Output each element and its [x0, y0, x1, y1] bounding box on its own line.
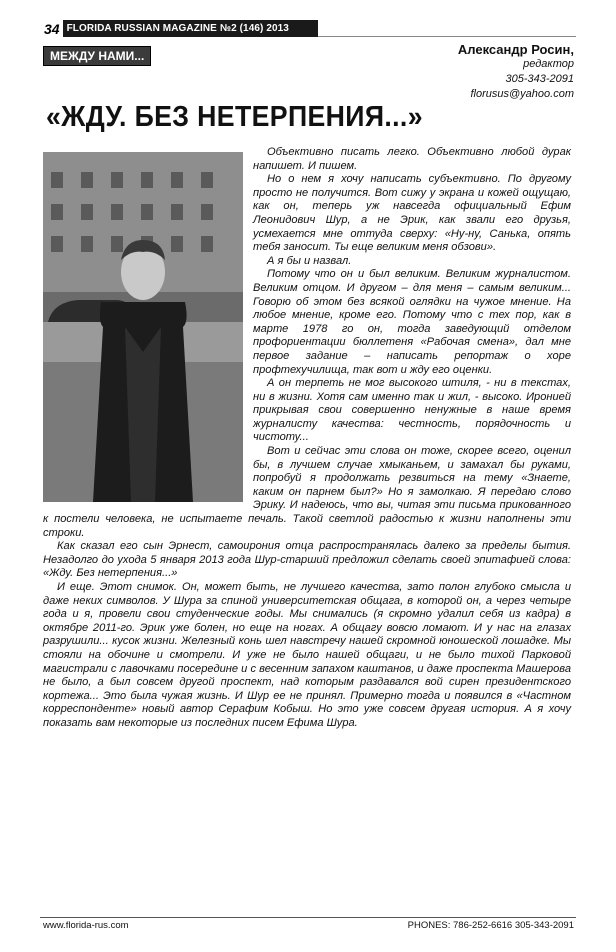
paragraph: И еще. Этот снимок. Он, может быть, не лучшего качества, зато полон глубоко смысла и даже неких символов. У Шура за спиной университетская общага, в которой он, а через четыре года и я, провели свои студенческие годы. Мы снимались (я скромно удалил себя из кадра) в октябре 2011-го. Эрик уже болен, но еще на ногах. А общагу вовсю ломают. И у нас на глазах разрушили... кусок жизни. Железный конь шел навстречу нашей скромной юношеской лошадке. Мы стояли на обочине и смотрели. И уже не было нашей общаги, и не было тихой Парковой магистрали с лавочками посередине и с весенним запахом каштанов, и даже проспекта Машерова не было, а был совсем другой проспект, над которым раздавался вой сирен президентского кортежа... Это была чужая жизнь. И Шур ее не принял. Примерно тогда и появился в «Частном корреспонденте» новый автор Серафим Кобыш. Но это уже совсем другая история. А я хочу показать вам некоторые из последних писем Ефима Шура. [43, 581, 571, 729]
author-name: Александр Росин, [457, 42, 574, 57]
page-number: 34 [40, 20, 63, 37]
paragraph: Вот и сейчас эти слова он тоже, скорее всего, оценил бы, в лучшем случае хмыканьем, и замахал бы руками, попробуй я продолжать резвиться на тему «Знаете, каким он парнем был?» Но я замолкаю. Я передаю слово Эрику. И надеюсь, что вы, читая эти письма прикованного к постели человека, не испытаете печаль. Такой светлой радостью к жизни наполнены эти строки. [43, 445, 571, 539]
section-tag: МЕЖДУ НАМИ... [43, 46, 151, 66]
article-photo [43, 152, 243, 502]
author-block [458, 42, 574, 102]
footer-phones: PHONES: 786-252-6616 305-343-2091 [407, 920, 574, 931]
article-headline: «ЖДУ. БЕЗ НЕТЕРПЕНИЯ...» [46, 101, 423, 133]
paragraph: Как сказал его сын Эрнест, самоирония отца распространялась далеко за пределы бытия. Незадолго до ухода 5 января 2013 года Шур-старший предложил сделать своей эпитафией слова: «Жду. Без нетерпения...» [43, 540, 571, 580]
magazine-title: FLORIDA RUSSIAN MAGAZINE №2 (146) 2013 [66, 23, 289, 34]
author-email: florusus@yahoo.com [470, 88, 574, 100]
footer-divider [40, 917, 576, 918]
magazine-header-bar [40, 20, 318, 37]
author-role: редактор [523, 58, 574, 70]
paragraph: А я бы и назвал. [267, 254, 352, 267]
author-phone: 305-343-2091 [505, 73, 574, 85]
paragraph: Объективно писать легко. Объективно любой дурак напишет. И пишем. [253, 146, 571, 172]
header-divider [318, 36, 576, 37]
paragraph: Но о нем я хочу написать субъективно. По другому просто не получится. Вот сижу у экрана и кожей ощущаю, как он, теперь уж навсегда официальный Ефим Леонидович Шур, а не Эрик, как звали его друзья, усмехается мне оттуда сверху: «Ну-ну, Санька, опять тебя заносит. Ты еще великим меня обзови». [253, 173, 571, 254]
paragraph: Потому что он и был великим. Великим журналистом. Великим отцом. И другом – для меня – самым великим... Говорю об этом без всякой оглядки на чужое мнение. На любое мнение, кроме его. Потому что с тех пор, как в марте 1978 го он, тогда заведующий отделом профориентации бюллетеня «Рабочая смена», дал мне первое задание – написать репортаж о хоре профтехучилища, так вот и жду его оценки. [253, 268, 571, 376]
photo-illustration [43, 152, 243, 502]
paragraph: А он терпеть не мог высокого штиля, - ни в текстах, ни в жизни. Хотя сам именно так и жил, - высоко. Иронией прикрывая свои совершенно ненужные в наше время журналисту качества: честность, порядочность и чистоту... [253, 377, 571, 444]
footer-website: www.florida-rus.com [43, 920, 129, 931]
